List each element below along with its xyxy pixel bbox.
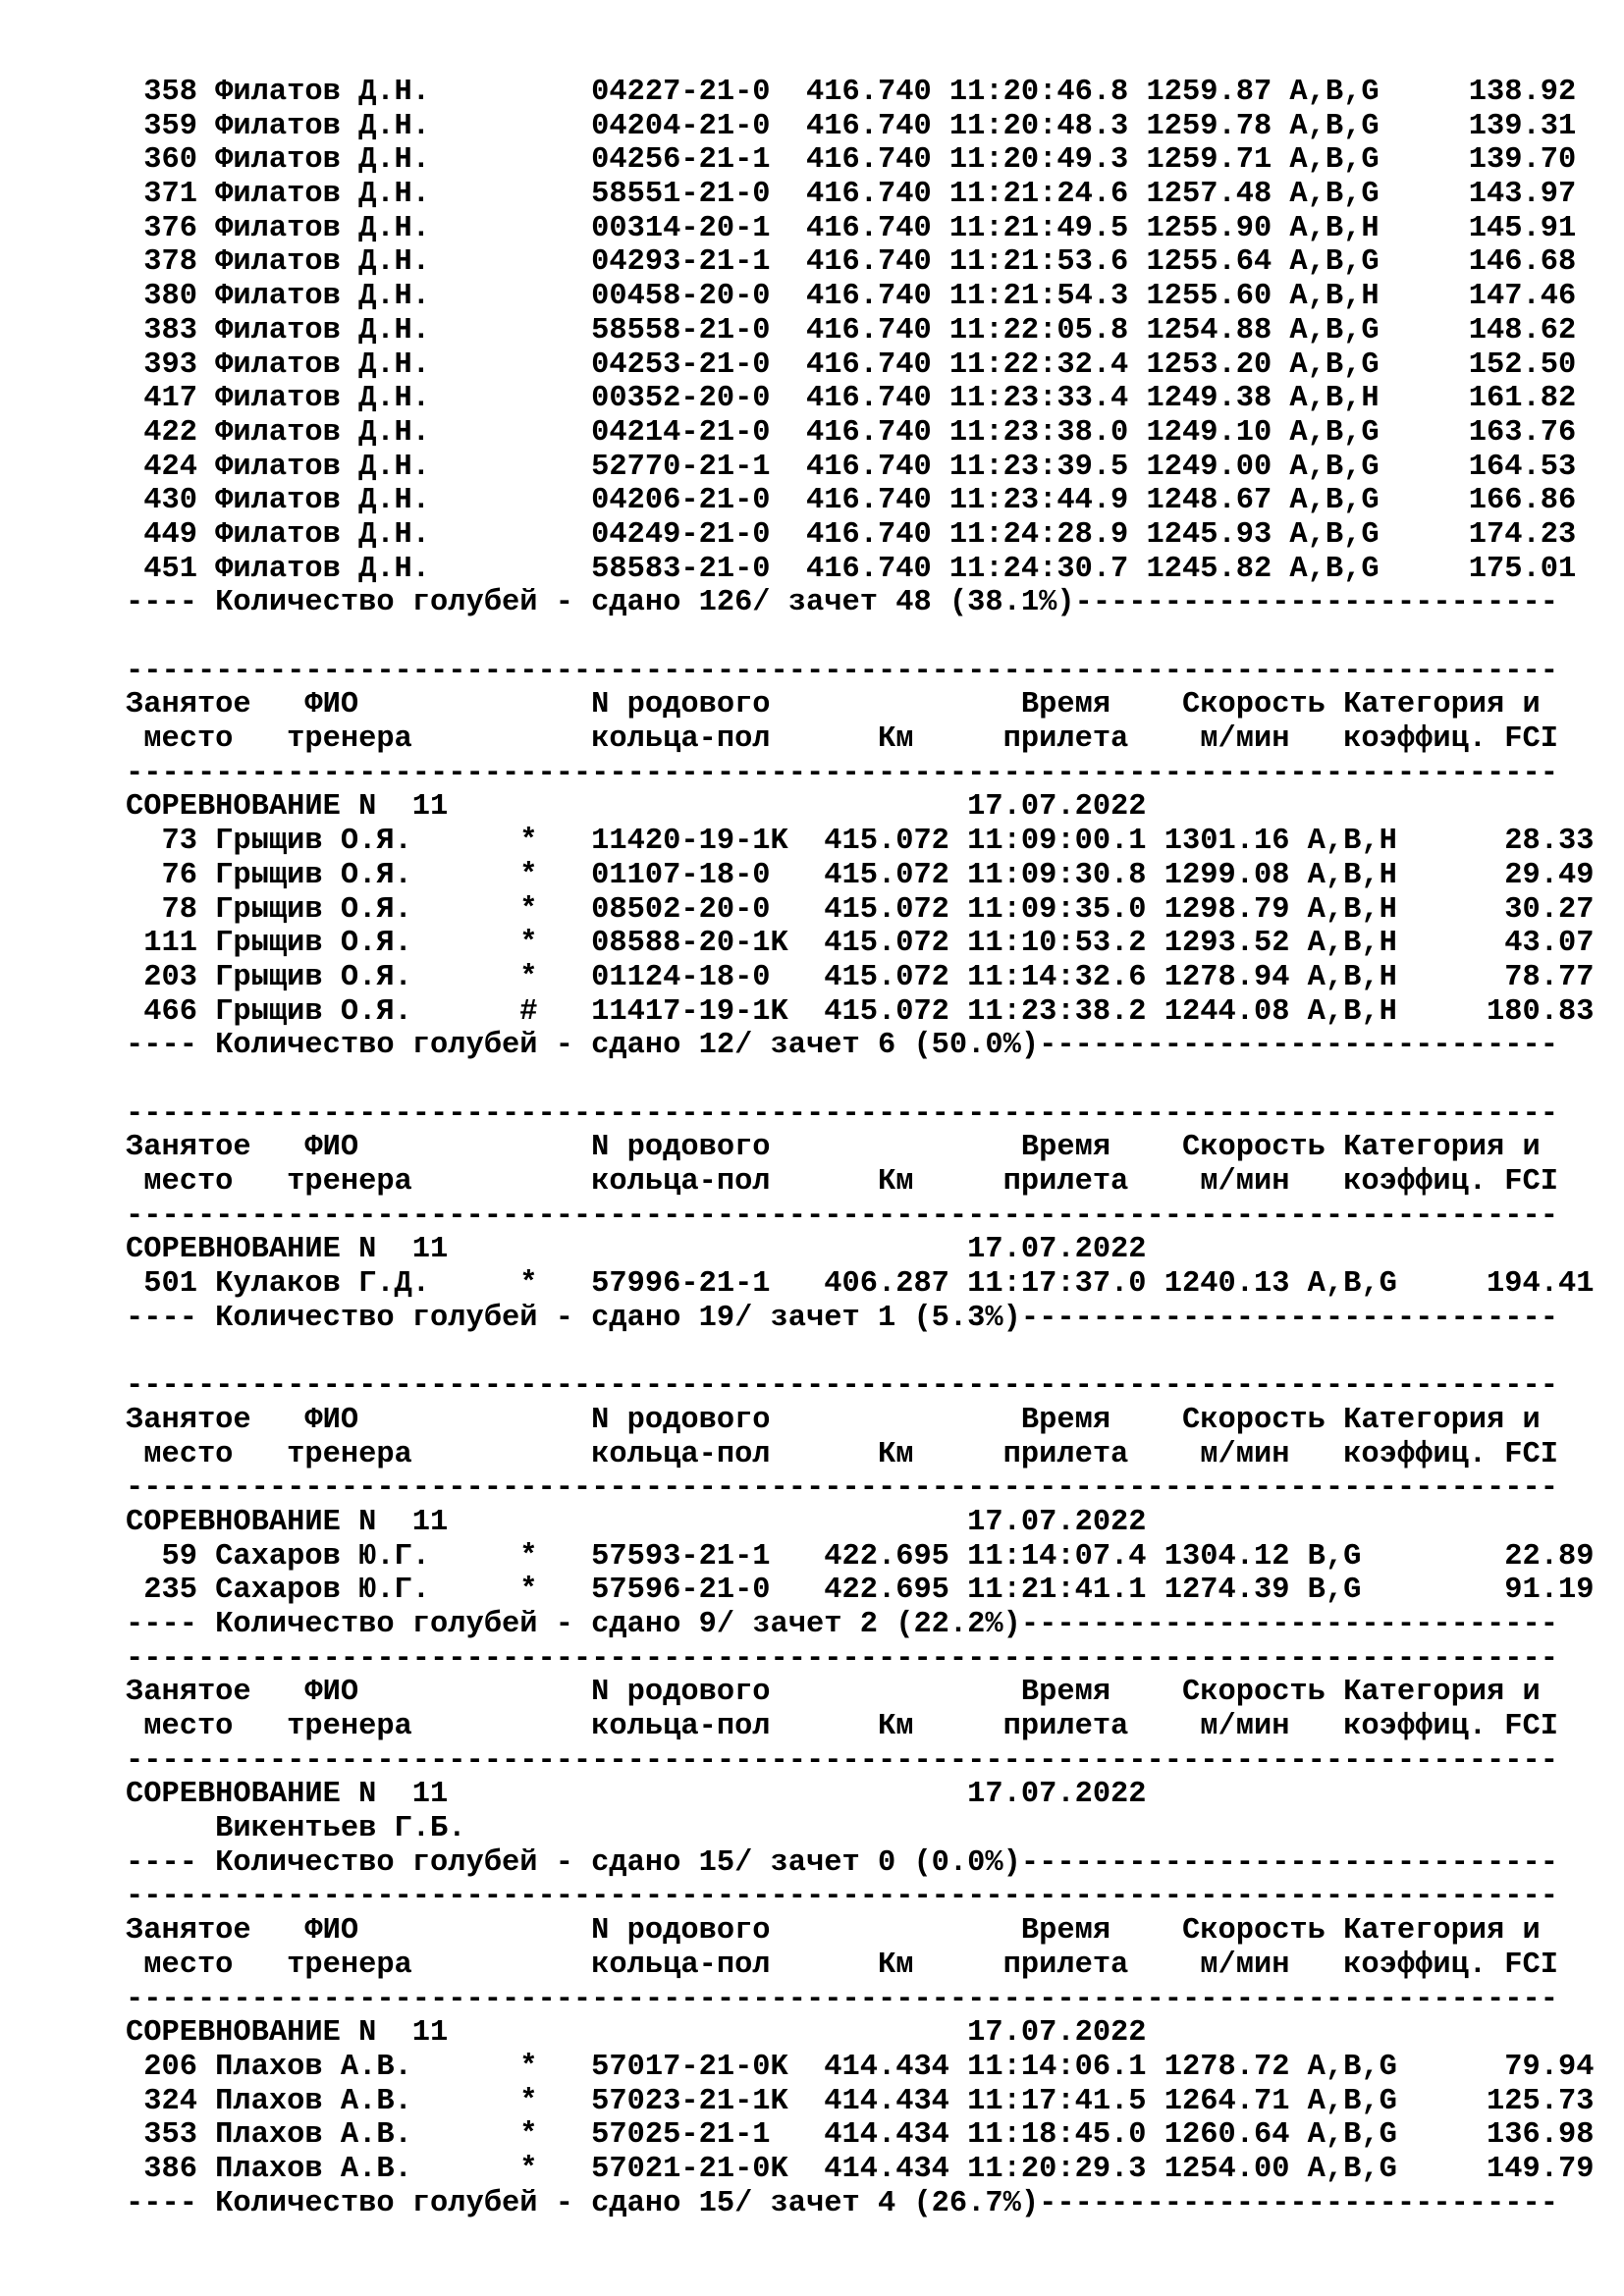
text-line-content: -------------------------------------------------------------------------------- <box>126 1096 1558 1131</box>
text-line-content: 449 Филатов Д.Н. 04249-21-0 416.740 11:24:28.9 1245.93 A,B,G 174.23 <box>126 517 1577 552</box>
results-printout <box>126 76 1598 2220</box>
text-line-content: 386 Плахов А.В. * 57021-21-0K 414.434 11:20:29.3 1254.00 A,B,G 149.79 <box>126 2152 1595 2186</box>
text-line <box>126 757 1598 791</box>
text-line-content: 417 Филатов Д.Н. 00352-20-0 416.740 11:23:33.4 1249.38 A,B,H 161.82 <box>126 382 1577 416</box>
text-line <box>126 1063 1598 1097</box>
text-line <box>126 1335 1598 1369</box>
text-line-content: Занятое ФИО N родового Время Скорость Категория и <box>126 1914 1541 1949</box>
text-line <box>126 2187 1598 2221</box>
text-line-content: 424 Филатов Д.Н. 52770-21-1 416.740 11:23:39.5 1249.00 A,B,G 164.53 <box>126 450 1577 484</box>
text-line-content: -------------------------------------------------------------------------------- <box>126 1369 1558 1404</box>
text-line-content: 501 Кулаков Г.Д. * 57996-21-1 406.287 11:17:37.0 1240.13 A,B,G 194.41 <box>126 1267 1595 1302</box>
text-line <box>126 655 1598 689</box>
text-line-content: -------------------------------------------------------------------------------- <box>126 756 1558 790</box>
text-line-content: 380 Филатов Д.Н. 00458-20-0 416.740 11:21:54.3 1255.60 A,B,H 147.46 <box>126 280 1577 314</box>
text-line-content: Занятое ФИО N родового Время Скорость Категория и <box>126 1131 1541 1165</box>
text-line-content: 422 Филатов Д.Н. 04214-21-0 416.740 11:23:38.0 1249.10 A,B,G 163.76 <box>126 415 1577 450</box>
text-line <box>126 1983 1598 2017</box>
text-line-content: 73 Грыщив О.Я. * 11420-19-1K 415.072 11:09:00.1 1301.16 A,B,H 28.33 <box>126 825 1595 859</box>
text-line <box>126 1949 1598 1983</box>
text-line-content: ---- Количество голубей - сдано 15/ зачет 4 (26.7%)----------------------------- <box>126 2186 1558 2220</box>
text-line <box>126 178 1598 212</box>
text-line <box>126 2051 1598 2085</box>
text-line-content: Занятое ФИО N родового Время Скорость Категория и <box>126 1676 1541 1710</box>
text-line <box>126 143 1598 178</box>
text-line-content: -------------------------------------------------------------------------------- <box>126 1743 1558 1778</box>
text-line <box>126 348 1598 383</box>
text-line <box>126 1608 1598 1642</box>
text-line <box>126 2016 1598 2051</box>
text-line <box>126 245 1598 280</box>
text-line-content: место тренера кольца-пол Км прилета м/мин коэффиц. FCI <box>126 1165 1558 1199</box>
text-line <box>126 1369 1598 1404</box>
text-line <box>126 1846 1598 1881</box>
text-line-content: СОРЕВНОВАНИЕ N 11 17.07.2022 <box>126 2016 1147 2051</box>
text-line-content: 393 Филатов Д.Н. 04253-21-0 416.740 11:22:32.4 1253.20 A,B,G 152.50 <box>126 347 1577 382</box>
text-line <box>126 1302 1598 1336</box>
text-line <box>126 586 1598 620</box>
text-line <box>126 110 1598 144</box>
text-line-content: 378 Филатов Д.Н. 04293-21-1 416.740 11:21:53.6 1255.64 A,B,G 146.68 <box>126 245 1577 280</box>
text-line-content: ---- Количество голубей - сдано 15/ зачет 0 (0.0%)------------------------------ <box>126 1845 1558 1880</box>
text-line-content: -------------------------------------------------------------------------------- <box>126 1199 1558 1233</box>
text-line-content: Викентьев Г.Б. <box>126 1812 466 1846</box>
text-line-content: СОРЕВНОВАНИЕ N 11 17.07.2022 <box>126 1233 1147 1267</box>
text-line <box>126 620 1598 655</box>
text-line-content: -------------------------------------------------------------------------------- <box>126 1982 1558 2016</box>
text-line <box>126 1642 1598 1677</box>
text-line-content: 324 Плахов А.В. * 57023-21-1K 414.434 11:17:41.5 1264.71 A,B,G 125.73 <box>126 2084 1595 2118</box>
text-line <box>126 961 1598 995</box>
text-line-content: ---- Количество голубей - сдано 19/ зачет 1 (5.3%)------------------------------ <box>126 1301 1558 1335</box>
text-line-content: 235 Сахаров Ю.Г. * 57596-21-0 422.695 11:21:41.1 1274.39 B,G 91.19 <box>126 1574 1595 1608</box>
text-line-content: место тренера кольца-пол Км прилета м/мин коэффиц. FCI <box>126 722 1558 757</box>
text-line-content: 383 Филатов Д.Н. 58558-21-0 416.740 11:22:05.8 1254.88 A,B,G 148.62 <box>126 313 1577 347</box>
text-line <box>126 1540 1598 1575</box>
text-line-content: 376 Филатов Д.Н. 00314-20-1 416.740 11:21:49.5 1255.90 A,B,H 145.91 <box>126 211 1577 245</box>
text-line-content: 466 Грыщив О.Я. # 11417-19-1K 415.072 11:23:38.2 1244.08 A,B,H 180.83 <box>126 994 1595 1029</box>
text-line <box>126 688 1598 722</box>
text-line <box>126 451 1598 485</box>
text-line-content: место тренера кольца-пол Км прилета м/мин коэффиц. FCI <box>126 1948 1558 1982</box>
text-line <box>126 1744 1598 1779</box>
text-line <box>126 1676 1598 1710</box>
text-line <box>126 2085 1598 2119</box>
text-line-content: место тренера кольца-пол Км прилета м/мин коэффиц. FCI <box>126 1437 1558 1471</box>
text-line <box>126 1880 1598 1914</box>
text-line-content: 451 Филатов Д.Н. 58583-21-0 416.740 11:24:30.7 1245.82 A,B,G 175.01 <box>126 552 1577 586</box>
text-line <box>126 212 1598 246</box>
text-line <box>126 722 1598 757</box>
text-line <box>126 825 1598 859</box>
text-line-content: СОРЕВНОВАНИЕ N 11 17.07.2022 <box>126 1505 1147 1539</box>
text-line-content: 59 Сахаров Ю.Г. * 57593-21-1 422.695 11:14:07.4 1304.12 B,G 22.89 <box>126 1539 1595 1574</box>
text-line-content: 76 Грыщив О.Я. * 01107-18-0 415.072 11:09:30.8 1299.08 A,B,H 29.49 <box>126 858 1595 892</box>
text-line-content: 359 Филатов Д.Н. 04204-21-0 416.740 11:20:48.3 1259.78 A,B,G 139.31 <box>126 109 1577 143</box>
text-line <box>126 553 1598 587</box>
text-line-content: СОРЕВНОВАНИЕ N 11 17.07.2022 <box>126 1778 1147 1812</box>
text-line-content: -------------------------------------------------------------------------------- <box>126 1641 1558 1676</box>
text-line <box>126 1506 1598 1540</box>
text-line <box>126 1029 1598 1063</box>
text-line <box>126 1404 1598 1438</box>
text-line <box>126 1438 1598 1472</box>
text-line <box>126 1200 1598 1234</box>
text-line <box>126 382 1598 416</box>
text-line-content: место тренера кольца-пол Км прилета м/мин коэффиц. FCI <box>126 1710 1558 1743</box>
text-line-content: ---- Количество голубей - сдано 9/ зачет 2 (22.2%)------------------------------ <box>126 1607 1558 1641</box>
text-line-content: 371 Филатов Д.Н. 58551-21-0 416.740 11:21:24.6 1257.48 A,B,G 143.97 <box>126 178 1577 212</box>
text-line <box>126 76 1598 110</box>
text-line-content: ---- Количество голубей - сдано 12/ зачет 6 (50.0%)----------------------------- <box>126 1029 1558 1063</box>
text-line-content: СОРЕВНОВАНИЕ N 11 17.07.2022 <box>126 790 1147 825</box>
text-line <box>126 2118 1598 2153</box>
text-line <box>126 2153 1598 2187</box>
text-line-content: Занятое ФИО N родового Время Скорость Категория и <box>126 1403 1541 1437</box>
text-line-content: 430 Филатов Д.Н. 04206-21-0 416.740 11:23:44.9 1248.67 A,B,G 166.86 <box>126 484 1577 518</box>
text-line <box>126 484 1598 518</box>
text-line <box>126 416 1598 451</box>
text-line <box>126 1914 1598 1949</box>
text-line <box>126 1471 1598 1506</box>
text-line-content: 111 Грыщив О.Я. * 08588-20-1K 415.072 11:10:53.2 1293.52 A,B,H 43.07 <box>126 927 1595 961</box>
text-line-content: Занятое ФИО N родового Время Скорость Категория и <box>126 688 1541 722</box>
text-line <box>126 790 1598 825</box>
text-line <box>126 927 1598 961</box>
text-line <box>126 280 1598 314</box>
text-line <box>126 1812 1598 1846</box>
text-line-content: 360 Филатов Д.Н. 04256-21-1 416.740 11:20:49.3 1259.71 A,B,G 139.70 <box>126 143 1577 178</box>
text-line <box>126 893 1598 928</box>
text-line <box>126 1165 1598 1200</box>
text-line-content: 358 Филатов Д.Н. 04227-21-0 416.740 11:20:46.8 1259.87 A,B,G 138.92 <box>126 76 1577 109</box>
text-line <box>126 1778 1598 1812</box>
text-line-content: -------------------------------------------------------------------------------- <box>126 654 1558 688</box>
text-line <box>126 1097 1598 1132</box>
text-line <box>126 1267 1598 1302</box>
text-line <box>126 995 1598 1030</box>
text-line-content: 353 Плахов А.В. * 57025-21-1 414.434 11:18:45.0 1260.64 A,B,G 136.98 <box>126 2118 1595 2153</box>
text-line-content: 206 Плахов А.В. * 57017-21-0K 414.434 11:14:06.1 1278.72 A,B,G 79.94 <box>126 2050 1595 2084</box>
text-line <box>126 1574 1598 1608</box>
text-line <box>126 518 1598 553</box>
text-line-content: -------------------------------------------------------------------------------- <box>126 1880 1558 1914</box>
text-line <box>126 859 1598 893</box>
text-line <box>126 314 1598 348</box>
text-line-content: 203 Грыщив О.Я. * 01124-18-0 415.072 11:14:32.6 1278.94 A,B,H 78.77 <box>126 960 1595 994</box>
text-line <box>126 1710 1598 1744</box>
text-line-content: ---- Количество голубей - сдано 126/ зачет 48 (38.1%)--------------------------- <box>126 586 1558 620</box>
text-line-content: -------------------------------------------------------------------------------- <box>126 1471 1558 1506</box>
text-line <box>126 1131 1598 1165</box>
text-line-content: 78 Грыщив О.Я. * 08502-20-0 415.072 11:09:35.0 1298.79 A,B,H 30.27 <box>126 892 1595 927</box>
text-line <box>126 1233 1598 1267</box>
